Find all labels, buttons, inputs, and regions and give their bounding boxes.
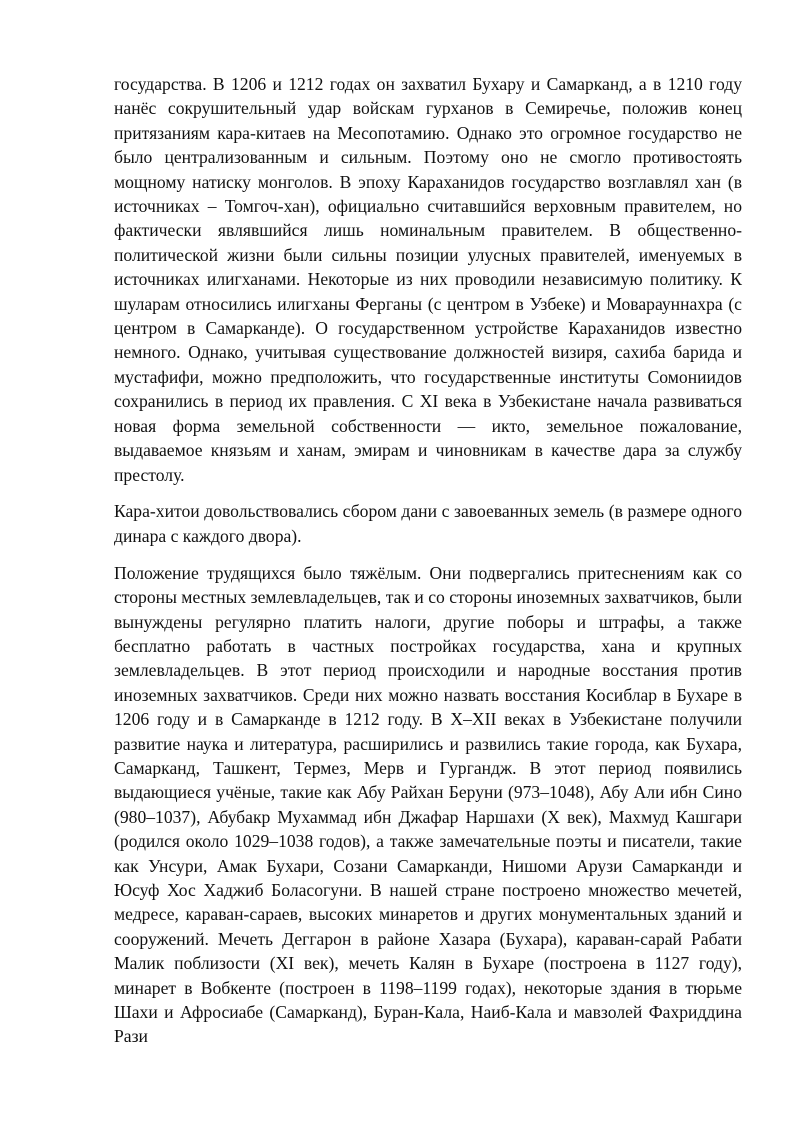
document-page [114, 72, 742, 1061]
paragraph-statehood: государства. В 1206 и 1212 годах он захватил Бухару и Самарканд, а в 1210 году нанёс сокрушительный удар войскам гурханов в Семиречье, положив конец притязаниям кара-китаев на Месопотамию. Однако это огромное государство не было централизованным и сильным. Поэтому оно не смогло противостоять мощному натиску монголов. В эпоху Караханидов государство возглавлял хан (в источниках – Томгоч-хан), официально считавшийся верховным правителем, но фактически являвшийся лишь номинальным правителем. В общественно-политической жизни были сильны позиции улусных правителей, именуемых в источниках илигханами. Некоторые из них проводили независимую политику. К шуларам относились илигханы Ферганы (с центром в Узбеке) и Моварауннахра (с центром в Самарканде). О государственном устройстве Караханидов известно немного. Однако, учитывая существование должностей визиря, сахиба барида и мустафифи, можно предположить, что государственные институты Сомониидов сохранились в период их правления. С XI века в Узбекистане начала развиваться новая форма земельной собственности — икто, земельное пожалование, выдаваемое князьям и ханам, эмирам и чиновникам в качестве дара за службу престолу. [114, 74, 742, 485]
paragraph-working-people: Положение трудящихся было тяжёлым. Они подвергались притеснениям как со стороны местных землевладельцев, так и со стороны иноземных захватчиков, были вынуждены регулярно платить налоги, другие поборы и штрафы, а также бесплатно работать в частных постройках государства, хана и крупных землевладельцев. В этот период происходили и народные восстания против иноземных захватчиков. Среди них можно назвать восстания Косиблар в Бухаре в 1206 году и в Самарканде в 1212 году. В X–XII веках в Узбекистане получили развитие наука и литература, расширились и развились такие города, как Бухара, Самарканд, Ташкент, Термез, Мерв и Гургандж. В этот период появились выдающиеся учёные, такие как Абу Райхан Беруни (973–1048), Абу Али ибн Сино (980–1037), Абубакр Мухаммад ибн Джафар Наршахи (X век), Махмуд Кашгари (родился около 1029–1038 годов), а также замечательные поэты и писатели, такие как Унсури, Амак Бухари, Созани Самарканди, Нишоми Арузи Самарканди и Юсуф Хос Хаджиб Боласогуни. В нашей стране построено множество мечетей, медресе, караван-сараев, высоких минаретов и других монументальных зданий и сооружений. Мечеть Деггарон в районе Хазара (Бухара), караван-сарай Рабати Малик поблизости (XI век), мечеть Калян в Бухаре (построена в 1127 году), минарет в Вобкенте (построен в 1198–1199 годах), некоторые здания в тюрьме Шахи и Афросиабе (Самарканд), Буран-Кала, Наиб-Кала и мавзолей Фахриддина Рази [114, 562, 742, 1047]
paragraph-kara-khitai-tribute: Кара-хитои довольствовались сбором дани с завоеванных земель (в размере одного динара с каждого двора). [114, 501, 742, 546]
